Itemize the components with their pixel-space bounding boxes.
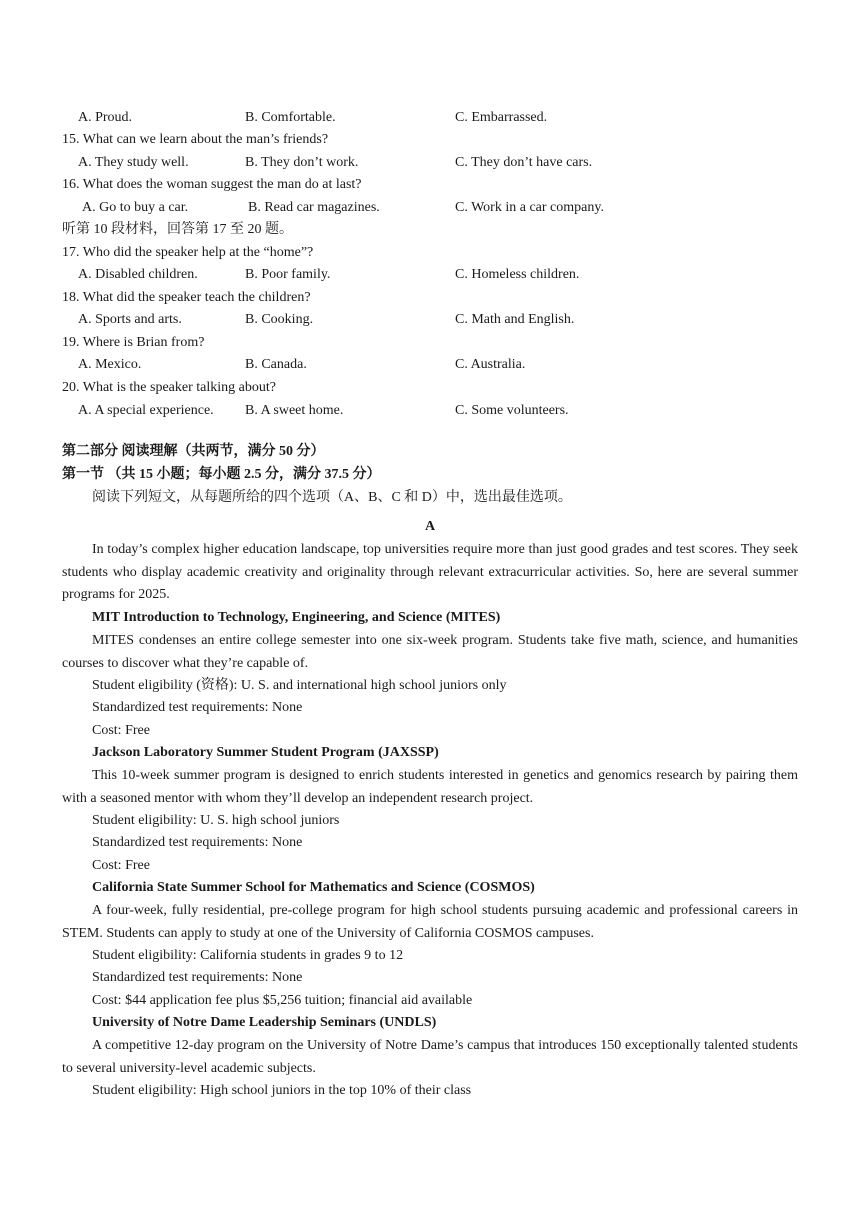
q15-options bbox=[62, 152, 798, 175]
q20-option-c: C. Some volunteers. bbox=[455, 403, 569, 418]
q16-option-c: C. Work in a car company. bbox=[455, 200, 604, 215]
program-cost-mites: Cost: Free bbox=[92, 723, 150, 738]
q14-option-a: A. Proud. bbox=[78, 110, 133, 125]
q19-option-b: B. Canada. bbox=[245, 357, 307, 372]
q14-options bbox=[62, 107, 798, 130]
q17-option-b: B. Poor family. bbox=[245, 267, 331, 282]
q20-option-a: A. A special experience. bbox=[78, 403, 214, 418]
q20-options bbox=[62, 400, 798, 423]
program-title-jaxssp: Jackson Laboratory Summer Student Program (JAXSSP) bbox=[92, 745, 439, 760]
program-description-jaxssp: This 10-week summer program is designed to enrich students interested in genetics and genomics research by pairing them with a seasoned mentor with whom they’ll develop an independent research project. bbox=[62, 768, 798, 806]
q19-option-a: A. Mexico. bbox=[78, 357, 142, 372]
program-description-cosmos: A four-week, fully residential, pre-college program for high school students pursuing academic and professional careers in STEM. Students can apply to study at one of the University of California COSMOS campuses. bbox=[62, 903, 798, 941]
q20-option-b: B. A sweet home. bbox=[245, 403, 344, 418]
q17-option-c: C. Homeless children. bbox=[455, 267, 580, 282]
q15-option-b: B. They don’t work. bbox=[245, 155, 359, 170]
program-title-mites: MIT Introduction to Technology, Engineering, and Science (MITES) bbox=[92, 610, 501, 625]
q17-option-a: A. Disabled children. bbox=[78, 267, 198, 282]
part-title: 第二部分 阅读理解（共两节，满分 50 分） bbox=[62, 444, 325, 459]
program-title-undls: University of Notre Dame Leadership Seminars (UNDLS) bbox=[92, 1015, 437, 1030]
program-title-cosmos: California State Summer School for Mathematics and Science (COSMOS) bbox=[92, 880, 535, 895]
passage-letter: A bbox=[424, 519, 436, 534]
program-eligibility-undls: Student eligibility: High school juniors in the top 10% of their class bbox=[92, 1083, 472, 1098]
program-test-jaxssp: Standardized test requirements: None bbox=[92, 835, 303, 850]
program-cost-jaxssp: Cost: Free bbox=[92, 858, 150, 873]
q18-option-c: C. Math and English. bbox=[455, 312, 575, 327]
q19-question: 19. Where is Brian from? bbox=[62, 335, 205, 350]
q18-option-a: A. Sports and arts. bbox=[78, 312, 182, 327]
q19-option-c: C. Australia. bbox=[455, 357, 526, 372]
q17-options bbox=[62, 264, 798, 287]
q15-question: 15. What can we learn about the man’s friends? bbox=[62, 132, 329, 147]
section-title: 第一节 （共 15 小题；每小题 2.5 分，满分 37.5 分） bbox=[62, 467, 381, 482]
q18-question: 18. What did the speaker teach the children? bbox=[62, 290, 311, 305]
passage10-instruction: 听第 10 段材料，回答第 17 至 20 题。 bbox=[62, 222, 293, 237]
program-test-mites: Standardized test requirements: None bbox=[92, 700, 303, 715]
reading-instruction: 阅读下列短文，从每题所给的四个选项（A、B、C 和 D）中，选出最佳选项。 bbox=[92, 490, 572, 505]
q16-options bbox=[62, 197, 798, 220]
q18-options bbox=[62, 309, 798, 332]
program-eligibility-jaxssp: Student eligibility: U. S. high school juniors bbox=[92, 813, 340, 828]
q16-option-b: B. Read car magazines. bbox=[248, 200, 380, 215]
q18-option-b: B. Cooking. bbox=[245, 312, 314, 327]
q14-option-c: C. Embarrassed. bbox=[455, 110, 548, 125]
q15-option-a: A. They study well. bbox=[78, 155, 189, 170]
program-description-mites: MITES condenses an entire college semester into one six-week program. Students take five math, science, and humanities courses to discover what they’re capable of. bbox=[62, 633, 798, 671]
program-cost-cosmos: Cost: $44 application fee plus $5,256 tuition; financial aid available bbox=[92, 993, 473, 1008]
q16-option-a: A. Go to buy a car. bbox=[82, 200, 189, 215]
q19-options bbox=[62, 354, 798, 377]
q17-question: 17. Who did the speaker help at the “home”? bbox=[62, 245, 314, 260]
program-eligibility-mites: Student eligibility (资格): U. S. and international high school juniors only bbox=[92, 678, 507, 693]
q14-option-b: B. Comfortable. bbox=[245, 110, 336, 125]
intro-paragraph: In today’s complex higher education landscape, top universities require more than just good grades and test scores. They seek students who display academic creativity and originality through relevant extracurricular activities. So, here are several summer programs for 2025. bbox=[62, 542, 798, 602]
q20-question: 20. What is the speaker talking about? bbox=[62, 380, 276, 395]
program-description-undls: A competitive 12-day program on the University of Notre Dame’s campus that introduces 150 exceptionally talented students to several university-level academic subjects. bbox=[62, 1038, 798, 1076]
q15-option-c: C. They don’t have cars. bbox=[455, 155, 593, 170]
program-eligibility-cosmos: Student eligibility: California students in grades 9 to 12 bbox=[92, 948, 404, 963]
program-test-cosmos: Standardized test requirements: None bbox=[92, 970, 303, 985]
q16-question: 16. What does the woman suggest the man do at last? bbox=[62, 177, 362, 192]
